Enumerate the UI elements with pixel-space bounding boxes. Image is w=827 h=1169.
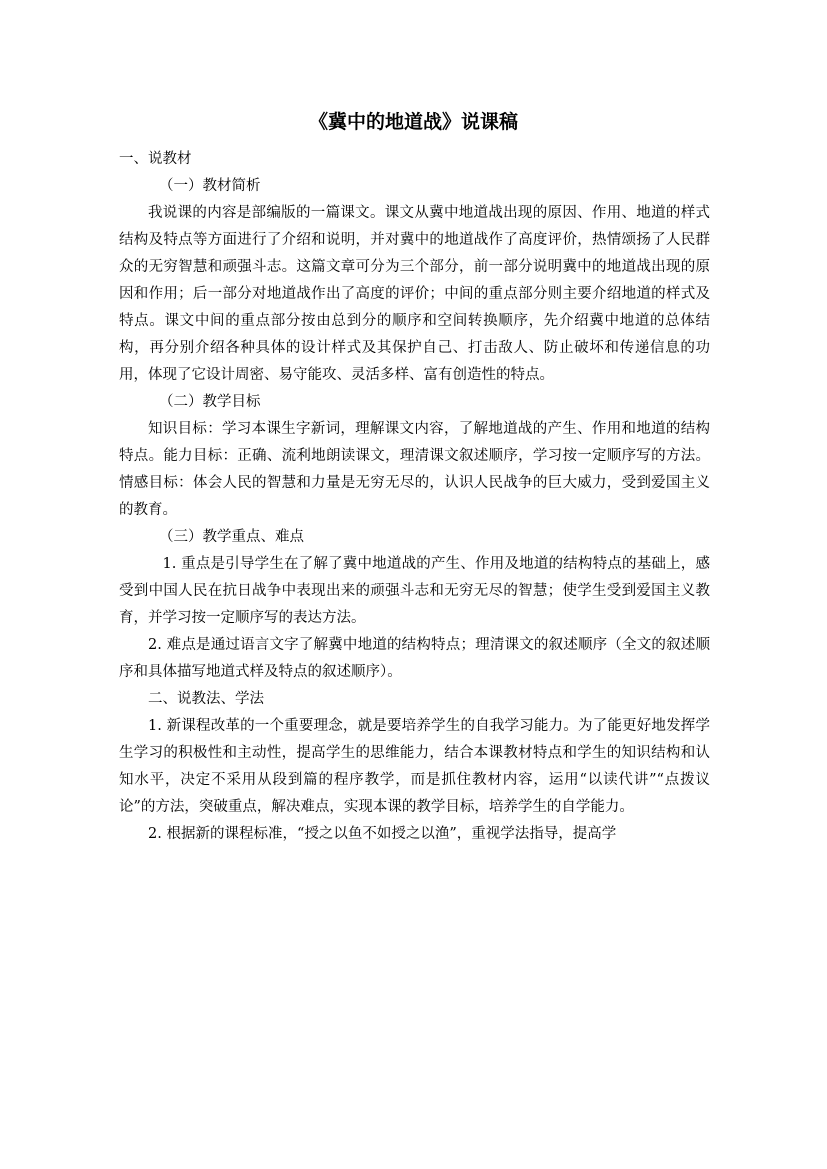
paragraph-method-1: 1. 新课程改革的一个重要理念，就是要培养学生的自我学习能力。为了能更好地发挥学生学习的积极性和主动性，提高学生的思维能力，结合本课教材特点和学生的知识结构和认知水平，决定不采用从段到篇的程序教学，而是抓住教材内容，运用“以读代讲”“点拨议论”的方法，突破重点，解决难点，实现本课的教学目标，培养学生的自学能力。: [119, 718, 710, 815]
paragraph-key-point: 1. 重点是引导学生在了解了冀中地道战的产生、作用及地道的结构特点的基础上，感受到中国人民在抗日战争中表现出来的顽强斗志和无穷无尽的智慧；使学生受到爱国主义教育，并学习按一定顺序写的表达方法。: [119, 556, 710, 626]
subheading-teaching-goals: （二）教学目标: [159, 394, 261, 410]
section-heading-teaching-material: 一、说教材: [119, 151, 192, 167]
section-heading-methods: 二、说教法、学法: [148, 691, 264, 707]
paragraph-method-2: 2. 根据新的课程标准，“授之以鱼不如授之以渔”，重视学法指导，提高学: [148, 826, 617, 842]
paragraph-teaching-goals: 知识目标：学习本课生字新词，理解课文内容，了解地道战的产生、作用和地道的结构特点。能力目标：正确、流利地朗读课文，理清课文叙述顺序，学习按一定顺序写的方法。情感目标：体会人民的智慧和力量是无穷无尽的，认识人民战争的巨大威力，受到爱国主义的教育。: [119, 421, 710, 518]
paragraph-difficult-point: 2. 难点是通过语言文字了解冀中地道的结构特点；理清课文的叙述顺序（全文的叙述顺序和具体描写地道式样及特点的叙述顺序）。: [119, 637, 710, 680]
subheading-key-points: （三）教学重点、难点: [159, 529, 304, 545]
paragraph-material-analysis: 我说课的内容是部编版的一篇课文。课文从冀中地道战出现的原因、作用、地道的样式结构及特点等方面进行了介绍和说明，并对冀中的地道战作了高度评价，热情颂扬了人民群众的无穷智慧和顽强斗志。这篇文章可分为三个部分，前一部分说明冀中的地道战出现的原因和作用；后一部分对地道战作出了高度的评价；中间的重点部分则主要介绍地道的样式及特点。课文中间的重点部分按由总到分的顺序和空间转换顺序，先介绍冀中地道的总体结构，再分别介绍各种具体的设计样式及其保护自己、打击敌人、防止破坏和传递信息的功用，体现了它设计周密、易守能攻、灵活多样、富有创造性的特点。: [119, 205, 710, 383]
document-title: 《冀中的地道战》说课稿: [308, 111, 518, 133]
document-body: [119, 146, 710, 848]
subheading-material-analysis: （一）教材简析: [159, 178, 261, 194]
